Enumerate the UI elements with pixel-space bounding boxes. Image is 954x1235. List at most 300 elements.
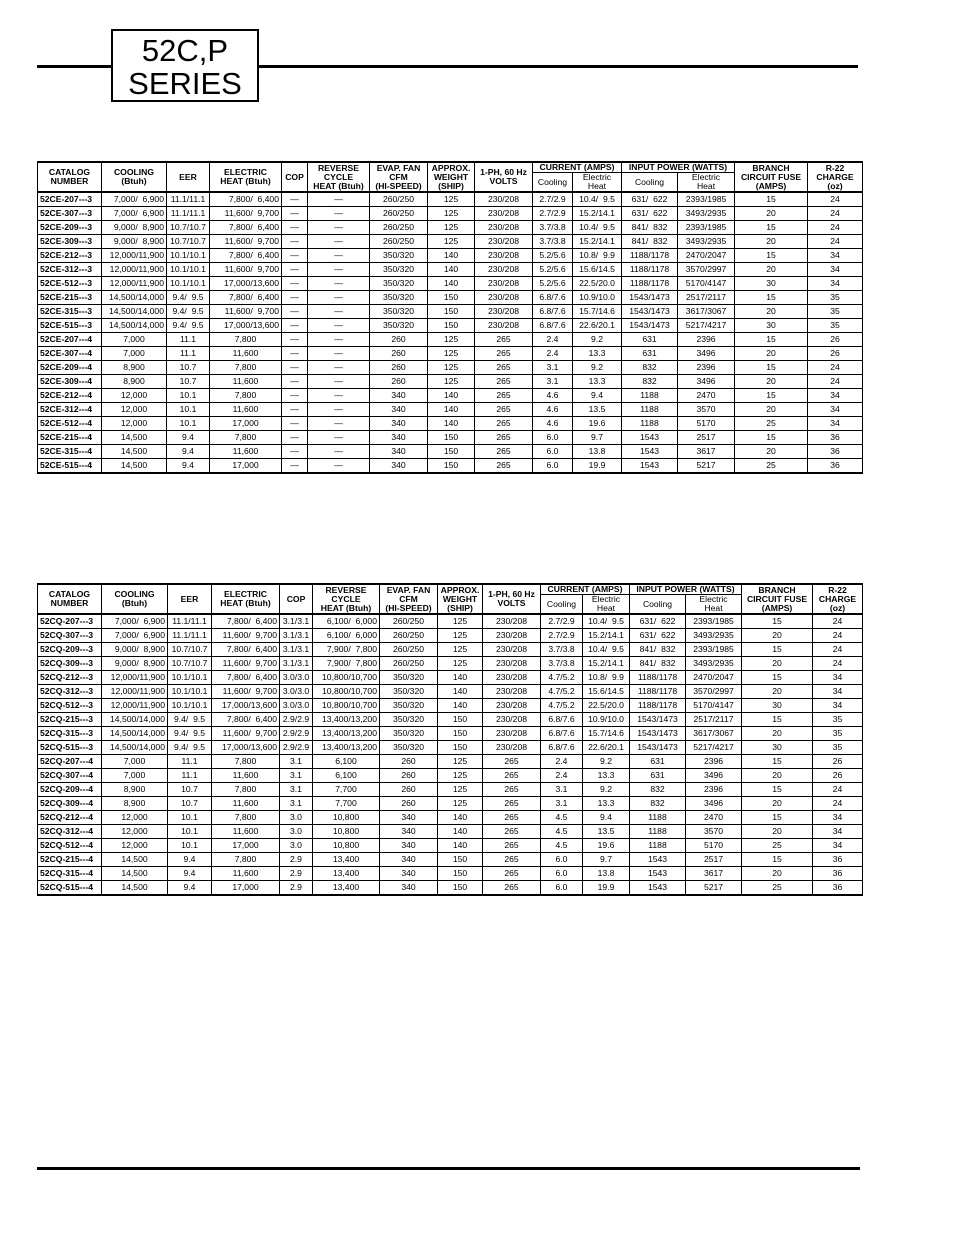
table-cell: 6.8/7.6 xyxy=(533,305,573,319)
table-cell: 34 xyxy=(808,417,863,431)
table-cell: 9.4 xyxy=(583,811,630,825)
table-cell: 10,800 xyxy=(313,811,380,825)
table-cell: 13,400 xyxy=(313,881,380,896)
table-cell: 260/250 xyxy=(370,207,428,221)
table-cell: 140 xyxy=(438,671,483,685)
table-cell: 150 xyxy=(428,319,475,333)
table-row xyxy=(38,811,863,825)
table-cell: 24 xyxy=(808,235,863,249)
table-cell: 20 xyxy=(742,797,813,811)
table-cell: 265 xyxy=(483,825,541,839)
catalog-number-cell: 52CQ-309---3 xyxy=(38,657,102,671)
table-cell: 9,000/ 8,900 xyxy=(102,643,168,657)
table-cell: 9.4 xyxy=(167,445,210,459)
table-cell: 350/320 xyxy=(380,713,438,727)
table-cell: 17,000 xyxy=(212,839,280,853)
table-cell: 24 xyxy=(813,797,863,811)
table-cell: 3.1 xyxy=(533,375,573,389)
table-cell: 13.3 xyxy=(573,375,622,389)
table-cell: 340 xyxy=(380,881,438,896)
catalog-number-cell: 52CE-512---3 xyxy=(38,277,102,291)
table-cell: 30 xyxy=(735,277,808,291)
catalog-number-cell: 52CE-215---3 xyxy=(38,291,102,305)
table-cell: 2517/2117 xyxy=(686,713,742,727)
table-cell: 11,600 xyxy=(212,769,280,783)
table-cell: 265 xyxy=(475,417,533,431)
table-cell: 265 xyxy=(475,445,533,459)
table-cell: 3.1 xyxy=(280,755,313,769)
catalog-number-cell: 52CE-207---4 xyxy=(38,333,102,347)
col-eer: EER xyxy=(168,584,212,614)
table-cell: 2.7/2.9 xyxy=(541,629,583,643)
table-cell: 260 xyxy=(370,347,428,361)
table-cell: 34 xyxy=(813,699,863,713)
table-cell: 7,000/ 6,900 xyxy=(102,192,167,207)
table-cell: 2.7/2.9 xyxy=(541,614,583,629)
table-cell: 19.9 xyxy=(573,459,622,474)
table-cell: 7,800/ 6,400 xyxy=(210,192,282,207)
table-cell: — xyxy=(308,305,370,319)
table-cell: 19.6 xyxy=(573,417,622,431)
catalog-number-cell: 52CQ-309---4 xyxy=(38,797,102,811)
table-cell: 230/208 xyxy=(483,657,541,671)
table-cell: 125 xyxy=(428,375,475,389)
table-cell: 230/208 xyxy=(483,671,541,685)
table-cell: 14,500/14,000 xyxy=(102,727,168,741)
table-row xyxy=(38,699,863,713)
table-cell: 20 xyxy=(742,727,813,741)
table-cell: 3617 xyxy=(678,445,735,459)
table-cell: 230/208 xyxy=(475,207,533,221)
table-cell: — xyxy=(282,445,308,459)
table-row xyxy=(38,403,863,417)
table-cell: 34 xyxy=(808,249,863,263)
table-cell: — xyxy=(282,263,308,277)
catalog-number-cell: 52CQ-315---3 xyxy=(38,727,102,741)
table-cell: 265 xyxy=(483,811,541,825)
table-cell: 25 xyxy=(742,839,813,853)
table-cell: 350/320 xyxy=(380,699,438,713)
table-cell: 2396 xyxy=(678,361,735,375)
spec-table-52ce xyxy=(37,161,863,474)
catalog-number-cell: 52CE-309---4 xyxy=(38,375,102,389)
table-cell: 10.9/10.0 xyxy=(583,713,630,727)
table-cell: 3496 xyxy=(686,797,742,811)
table-cell: 230/208 xyxy=(475,277,533,291)
table-cell: 20 xyxy=(735,445,808,459)
table-cell: 10.7 xyxy=(167,375,210,389)
table-cell: 10.7/10.7 xyxy=(168,657,212,671)
table-cell: 350/320 xyxy=(370,319,428,333)
table-cell: 35 xyxy=(813,713,863,727)
table-cell: 3.7/3.8 xyxy=(541,657,583,671)
table-cell: 5.2/5.6 xyxy=(533,249,573,263)
table-cell: 260/250 xyxy=(370,235,428,249)
table-cell: 260/250 xyxy=(370,221,428,235)
table-cell: 340 xyxy=(380,811,438,825)
table-cell: 1543/1473 xyxy=(630,713,686,727)
table-cell: 4.6 xyxy=(533,417,573,431)
col-volts: 1-PH, 60 Hz VOLTS xyxy=(483,584,541,614)
table-cell: 2517/2117 xyxy=(678,291,735,305)
table-cell: 340 xyxy=(380,825,438,839)
table-cell: 265 xyxy=(475,333,533,347)
table-cell: 125 xyxy=(438,783,483,797)
table-cell: 1188 xyxy=(622,417,678,431)
table-cell: 15 xyxy=(742,643,813,657)
table-cell: 26 xyxy=(808,347,863,361)
table-cell: 12,000/11,900 xyxy=(102,699,168,713)
table-row xyxy=(38,249,863,263)
table-cell: 125 xyxy=(428,333,475,347)
table-cell: 260 xyxy=(380,769,438,783)
table-cell: 140 xyxy=(428,263,475,277)
table-cell: 13.5 xyxy=(583,825,630,839)
table-cell: 15 xyxy=(742,811,813,825)
col-power-electric-heat: Electric Heat xyxy=(678,173,735,193)
table-row xyxy=(38,263,863,277)
table-row xyxy=(38,375,863,389)
table-cell: 24 xyxy=(813,657,863,671)
table-cell: 15 xyxy=(735,249,808,263)
table-cell: 230/208 xyxy=(475,221,533,235)
table-cell: 2517 xyxy=(678,431,735,445)
catalog-number-cell: 52CQ-215---3 xyxy=(38,713,102,727)
table-cell: 3.0 xyxy=(280,825,313,839)
catalog-number-cell: 52CQ-307---3 xyxy=(38,629,102,643)
table-cell: 125 xyxy=(428,221,475,235)
col-input-power: INPUT POWER (WATTS) xyxy=(630,584,742,595)
table-cell: 6.0 xyxy=(541,881,583,896)
table-cell: 10.7 xyxy=(168,797,212,811)
table-cell: 12,000 xyxy=(102,389,167,403)
table-row xyxy=(38,839,863,853)
table-cell: 4.5 xyxy=(541,839,583,853)
table-cell: 9.2 xyxy=(583,783,630,797)
catalog-number-cell: 52CQ-207---3 xyxy=(38,614,102,629)
table-cell: 7,000/ 6,900 xyxy=(102,614,168,629)
table-cell: 140 xyxy=(428,249,475,263)
table-cell: 10.1/10.1 xyxy=(168,685,212,699)
table-cell: 7,000 xyxy=(102,769,168,783)
table-cell: — xyxy=(282,431,308,445)
table-cell: 6.8/7.6 xyxy=(541,741,583,755)
table-cell: 9.4 xyxy=(168,881,212,896)
table-cell: 10,800/10,700 xyxy=(313,685,380,699)
table-cell: 20 xyxy=(742,867,813,881)
table-cell: 150 xyxy=(428,431,475,445)
table-cell: 2396 xyxy=(686,783,742,797)
col-current-cooling: Cooling xyxy=(533,173,573,193)
table-cell: 1543/1473 xyxy=(622,319,678,333)
table-cell: 11.1 xyxy=(167,333,210,347)
table-cell: 34 xyxy=(813,839,863,853)
table-cell: 340 xyxy=(370,445,428,459)
table-cell: 24 xyxy=(808,207,863,221)
table-cell: 3.0/3.0 xyxy=(280,699,313,713)
table-cell: 3496 xyxy=(678,347,735,361)
catalog-number-cell: 52CE-512---4 xyxy=(38,417,102,431)
table-cell: 340 xyxy=(370,403,428,417)
table-cell: 3.1 xyxy=(541,797,583,811)
table-cell: 14,500/14,000 xyxy=(102,291,167,305)
table-cell: — xyxy=(308,319,370,333)
table-cell: 15.2/14.1 xyxy=(583,657,630,671)
table-cell: 3.1 xyxy=(541,783,583,797)
table-cell: 340 xyxy=(370,417,428,431)
table-cell: 10.1 xyxy=(167,417,210,431)
table-cell: 9.4 xyxy=(573,389,622,403)
col-power-cooling: Cooling xyxy=(622,173,678,193)
table-cell: 9.7 xyxy=(573,431,622,445)
table-row xyxy=(38,727,863,741)
table-cell: 140 xyxy=(438,699,483,713)
table-cell: 3493/2935 xyxy=(686,657,742,671)
table-cell: 832 xyxy=(622,361,678,375)
table-cell: 230/208 xyxy=(483,699,541,713)
col-current-electric-heat: Electric Heat xyxy=(573,173,622,193)
table-cell: 1188 xyxy=(622,389,678,403)
catalog-number-cell: 52CE-307---4 xyxy=(38,347,102,361)
table-cell: 14,500/14,000 xyxy=(102,305,167,319)
table-cell: 14,500 xyxy=(102,881,168,896)
table-cell: 125 xyxy=(438,629,483,643)
table-cell: 12,000 xyxy=(102,811,168,825)
table-cell: 1188/1178 xyxy=(622,263,678,277)
table-cell: 1543/1473 xyxy=(622,291,678,305)
table-cell: 150 xyxy=(428,445,475,459)
table-cell: 17,000/13,600 xyxy=(210,277,282,291)
table-cell: 26 xyxy=(813,769,863,783)
table-row xyxy=(38,389,863,403)
table-cell: 3493/2935 xyxy=(678,235,735,249)
table-row xyxy=(38,755,863,769)
table-cell: 11.1 xyxy=(167,347,210,361)
table-cell: 9.4/ 9.5 xyxy=(167,291,210,305)
table-row xyxy=(38,347,863,361)
table-row xyxy=(38,333,863,347)
table-cell: 3617 xyxy=(686,867,742,881)
table-cell: 3.0 xyxy=(280,811,313,825)
table-row xyxy=(38,235,863,249)
catalog-number-cell: 52CQ-212---3 xyxy=(38,671,102,685)
table-cell: 1188 xyxy=(630,839,686,853)
table-cell: — xyxy=(308,277,370,291)
table-cell: 11,600 xyxy=(212,797,280,811)
table-cell: 3.1/3.1 xyxy=(280,657,313,671)
table-cell: 11,600/ 9,700 xyxy=(210,305,282,319)
catalog-number-cell: 52CQ-315---4 xyxy=(38,867,102,881)
table-cell: 340 xyxy=(380,867,438,881)
table-cell: 4.6 xyxy=(533,389,573,403)
table-cell: — xyxy=(282,192,308,207)
table-row xyxy=(38,643,863,657)
table-cell: 841/ 832 xyxy=(630,657,686,671)
col-current: CURRENT (AMPS) xyxy=(533,162,622,173)
col-volts: 1-PH, 60 Hz VOLTS xyxy=(475,162,533,192)
table-cell: 125 xyxy=(438,643,483,657)
table-cell: 1543 xyxy=(622,459,678,474)
table-cell: 10.1/10.1 xyxy=(168,699,212,713)
table-cell: 150 xyxy=(438,867,483,881)
top-rule-right xyxy=(259,65,858,68)
table-cell: 13.5 xyxy=(573,403,622,417)
table-cell: 841/ 832 xyxy=(622,235,678,249)
table-cell: 631/ 622 xyxy=(630,629,686,643)
table-cell: 265 xyxy=(475,361,533,375)
table-cell: 3.7/3.8 xyxy=(533,235,573,249)
table-row xyxy=(38,853,863,867)
col-current: CURRENT (AMPS) xyxy=(541,584,630,595)
table-cell: 5217/4217 xyxy=(686,741,742,755)
table-cell: 230/208 xyxy=(483,727,541,741)
table-row xyxy=(38,629,863,643)
table-cell: 24 xyxy=(813,783,863,797)
table-cell: — xyxy=(308,459,370,474)
col-power-electric-heat: Electric Heat xyxy=(686,595,742,615)
table-cell: 340 xyxy=(370,459,428,474)
table-cell: 25 xyxy=(735,417,808,431)
table-cell: 9.2 xyxy=(573,333,622,347)
table-cell: 11,600 xyxy=(210,347,282,361)
table-cell: 14,500 xyxy=(102,853,168,867)
table-cell: 15 xyxy=(735,192,808,207)
table-cell: 230/208 xyxy=(475,319,533,333)
table-cell: 841/ 832 xyxy=(630,643,686,657)
col-cooling: COOLING (Btuh) xyxy=(102,584,168,614)
table-cell: 3.1 xyxy=(533,361,573,375)
table-cell: 350/320 xyxy=(380,741,438,755)
table-cell: 832 xyxy=(622,375,678,389)
catalog-number-cell: 52CE-207---3 xyxy=(38,192,102,207)
table-cell: 3570 xyxy=(686,825,742,839)
catalog-number-cell: 52CQ-512---4 xyxy=(38,839,102,853)
table-cell: 10,800/10,700 xyxy=(313,671,380,685)
table-cell: — xyxy=(282,459,308,474)
table-cell: 11,600 xyxy=(212,867,280,881)
catalog-number-cell: 52CE-212---3 xyxy=(38,249,102,263)
table-cell: 2470 xyxy=(686,811,742,825)
table-cell: 3.1 xyxy=(280,797,313,811)
table-cell: 11,600 xyxy=(210,375,282,389)
table-cell: 1188/1178 xyxy=(630,685,686,699)
table-cell: 3.0/3.0 xyxy=(280,685,313,699)
table-cell: 15.7/14.6 xyxy=(573,305,622,319)
table-cell: — xyxy=(282,277,308,291)
table-cell: 10.9/10.0 xyxy=(573,291,622,305)
col-eer: EER xyxy=(167,162,210,192)
table-cell: 350/320 xyxy=(370,277,428,291)
table-cell: 230/208 xyxy=(475,192,533,207)
table-cell: 125 xyxy=(438,755,483,769)
table-cell: 125 xyxy=(428,347,475,361)
table-cell: 15.2/14.1 xyxy=(573,235,622,249)
table-cell: 3.1 xyxy=(280,769,313,783)
table-cell: 13,400 xyxy=(313,867,380,881)
table-cell: 20 xyxy=(735,403,808,417)
table-cell: 2396 xyxy=(678,333,735,347)
table-cell: — xyxy=(282,389,308,403)
table-cell: 2.4 xyxy=(533,333,573,347)
table-row xyxy=(38,459,863,474)
table-cell: — xyxy=(282,403,308,417)
table-cell: 34 xyxy=(808,403,863,417)
table-cell: 140 xyxy=(438,825,483,839)
table-cell: 260/250 xyxy=(380,643,438,657)
table-cell: 260 xyxy=(370,361,428,375)
table-cell: — xyxy=(308,291,370,305)
table-cell: 631 xyxy=(630,755,686,769)
table-cell: 10.4/ 9.5 xyxy=(573,221,622,235)
table-cell: 6.0 xyxy=(541,853,583,867)
table-cell: 350/320 xyxy=(370,249,428,263)
table-cell: 9,000/ 8,900 xyxy=(102,657,168,671)
table-cell: — xyxy=(308,249,370,263)
table-row xyxy=(38,783,863,797)
table-cell: 35 xyxy=(813,741,863,755)
table-cell: 6.0 xyxy=(541,867,583,881)
catalog-number-cell: 52CE-315---3 xyxy=(38,305,102,319)
table-cell: 140 xyxy=(438,839,483,853)
table-cell: 22.6/20.1 xyxy=(573,319,622,333)
table-cell: 7,900/ 7,800 xyxy=(313,643,380,657)
table-cell: 9.4/ 9.5 xyxy=(167,305,210,319)
bottom-rule xyxy=(37,1167,860,1170)
table-cell: 11,600/ 9,700 xyxy=(212,657,280,671)
table-cell: 9.4 xyxy=(168,867,212,881)
table-cell: 7,000 xyxy=(102,347,167,361)
table-row xyxy=(38,277,863,291)
table-cell: 3493/2935 xyxy=(686,629,742,643)
table-cell: — xyxy=(282,347,308,361)
table-cell: 350/320 xyxy=(370,305,428,319)
table-cell: 15 xyxy=(735,431,808,445)
table-cell: 1188 xyxy=(622,403,678,417)
table-cell: — xyxy=(308,263,370,277)
table-cell: — xyxy=(308,361,370,375)
table-cell: 26 xyxy=(813,755,863,769)
table-cell: 265 xyxy=(475,431,533,445)
table-cell: 6,100/ 6,000 xyxy=(313,629,380,643)
table-cell: 11.1/11.1 xyxy=(167,192,210,207)
table-cell: — xyxy=(308,389,370,403)
table-row xyxy=(38,713,863,727)
col-r22-charge: R-22 CHARGE (oz) xyxy=(813,584,863,614)
table-cell: 10.7/10.7 xyxy=(167,221,210,235)
table-cell: — xyxy=(308,375,370,389)
table-cell: 11.1/11.1 xyxy=(168,614,212,629)
catalog-number-cell: 52CQ-515---3 xyxy=(38,741,102,755)
table-cell: 9.4 xyxy=(167,459,210,474)
table-cell: 5.2/5.6 xyxy=(533,277,573,291)
table-cell: — xyxy=(282,249,308,263)
catalog-number-cell: 52CQ-209---3 xyxy=(38,643,102,657)
table-cell: — xyxy=(308,221,370,235)
table-cell: 230/208 xyxy=(483,614,541,629)
table-cell: 125 xyxy=(438,797,483,811)
table-cell: 125 xyxy=(438,657,483,671)
table-cell: 1543/1473 xyxy=(630,741,686,755)
table-cell: 230/208 xyxy=(483,643,541,657)
table-cell: 35 xyxy=(808,319,863,333)
catalog-number-cell: 52CE-209---3 xyxy=(38,221,102,235)
table-cell: 15.2/14.1 xyxy=(583,629,630,643)
table-cell: 17,000/13,600 xyxy=(212,699,280,713)
table-cell: 2393/1985 xyxy=(686,614,742,629)
table-cell: 10.1 xyxy=(168,839,212,853)
table-cell: 24 xyxy=(808,361,863,375)
table-cell: 6.8/7.6 xyxy=(541,713,583,727)
